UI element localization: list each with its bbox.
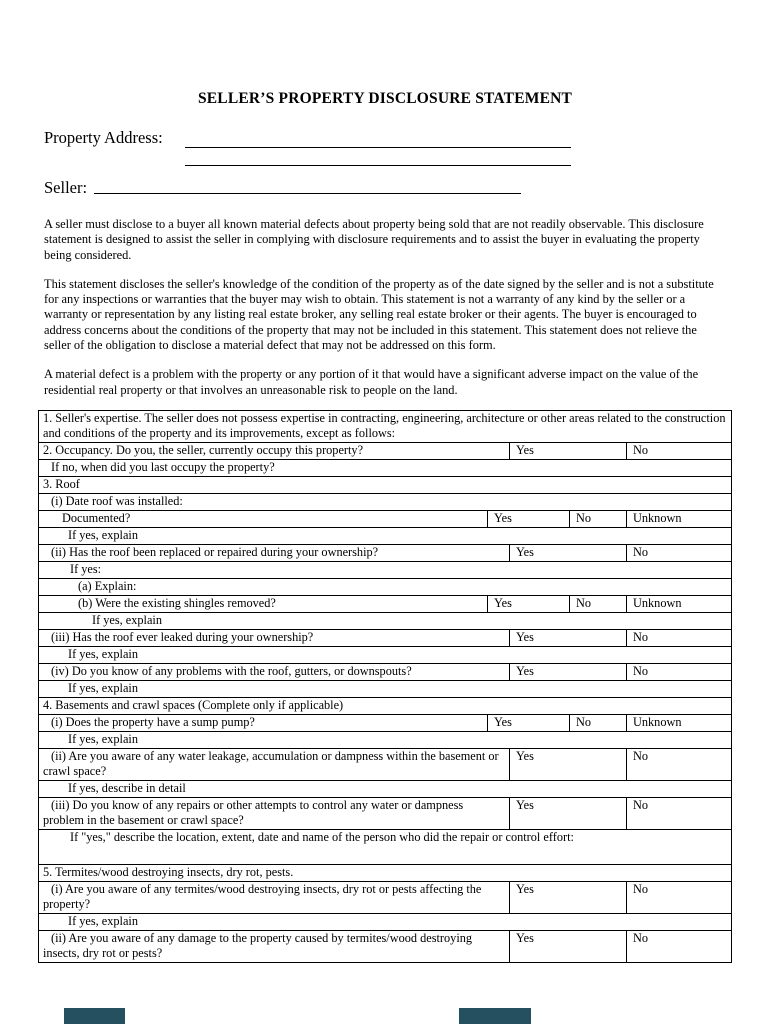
row-question-text: (iii) Has the roof ever leaked during your ownership? [51,630,314,644]
table-row [39,881,731,913]
answer-option-unknown[interactable]: Unknown [626,511,731,527]
intro-paragraph-2: This statement discloses the seller's knowledge of the condition of the property as of the date signed by the seller and is not a substitute for any inspections or warranties that the buyer may wish to obtain. This statement is not a warranty of any kind by the seller or a warranty or representation by any listing real estate broker, any selling real estate broker or their agents. The buyer is encouraged to address concerns about the conditions of the property that may not be included in this statement. This statement does not relieve the seller of the obligation to disclose a material defect that may not be addressed on this form. [44,276,714,353]
answer-option-no[interactable]: No [626,545,731,561]
answer-option-unknown[interactable]: Unknown [626,715,731,731]
answer-option-no[interactable]: No [569,715,626,731]
answer-option-yes[interactable]: Yes [509,545,626,561]
table-row [39,561,731,578]
table-row [39,544,731,561]
answer-option-yes[interactable]: Yes [509,664,626,680]
property-address-input-line-2[interactable] [185,149,571,166]
property-address-label: Property Address: [44,128,163,147]
next-page-fragment-center [459,1008,531,1024]
answer-option-no[interactable]: No [569,511,626,527]
table-row [39,714,731,731]
row-question-text: If yes, explain [68,914,138,928]
row-question-text: 1. Seller's expertise. The seller does not possess expertise in contracting, engineering, architecture or other areas related to the construction and conditions of the property and its improvements, except as follows: [43,411,726,440]
row-question-text: (ii) Are you aware of any water leakage, accumulation or dampness within the basement or crawl space? [43,749,499,778]
row-question-text: If yes, describe in detail [68,781,186,795]
intro-paragraphs [44,217,720,412]
row-question-text: (ii) Has the roof been replaced or repaired during your ownership? [51,545,379,559]
answer-option-no[interactable]: No [569,596,626,612]
seller-label: Seller: [44,178,88,197]
table-row [39,459,731,476]
table-row [39,864,731,881]
answer-option-no[interactable]: No [626,443,731,459]
table-row [39,913,731,930]
table-row [39,578,731,595]
row-question-text: If yes, explain [68,732,138,746]
row-question-text: (iv) Do you know of any problems with the roof, gutters, or downspouts? [51,664,412,678]
row-question-text: (i) Date roof was installed: [51,494,183,508]
answer-option-yes[interactable]: Yes [509,630,626,646]
row-question-text: If yes: [70,562,102,576]
row-question-text: If yes, explain [92,613,162,627]
answer-option-no[interactable]: No [626,630,731,646]
table-row [39,612,731,629]
table-row [39,731,731,748]
row-question-text: (b) Were the existing shingles removed? [78,596,276,610]
next-page-fragment-left [64,1008,125,1024]
table-row [39,629,731,646]
intro-paragraph-3: A material defect is a problem with the property or any portion of it that would have a significant adverse impact on the value of the residential real property or that involves an unreasonable risk to people on the land. [44,367,699,397]
answer-option-no[interactable]: No [626,882,731,913]
property-address-input-line-1[interactable] [185,131,571,148]
disclosure-table [38,410,732,963]
seller-input-line[interactable] [94,177,521,194]
table-row [39,797,731,829]
table-row [39,697,731,714]
answer-option-no[interactable]: No [626,931,731,962]
intro-paragraph-1: A seller must disclose to a buyer all known material defects about property being sold that are not readily observable. This disclosure statement is designed to assist the seller in complying with disclosure requirements and to assist the buyer in evaluating the property being considered. [44,217,704,262]
answer-option-yes[interactable]: Yes [509,749,626,780]
table-row [39,663,731,680]
table-row [39,442,731,459]
table-row [39,476,731,493]
answer-option-unknown[interactable]: Unknown [626,596,731,612]
answer-option-no[interactable]: No [626,798,731,829]
table-row [39,748,731,780]
table-row [39,595,731,612]
table-row [39,527,731,544]
row-question-text: If yes, explain [68,528,138,542]
row-question-text: 5. Termites/wood destroying insects, dry rot, pests. [43,865,294,879]
table-row [39,780,731,797]
answer-option-no[interactable]: No [626,749,731,780]
answer-option-yes[interactable]: Yes [509,443,626,459]
row-question-text: (a) Explain: [78,579,137,593]
table-row [39,930,731,962]
row-question-text: If yes, explain [68,681,138,695]
row-question-text: If "yes," describe the location, extent, date and name of the person who did the repair or control effort: [70,830,574,844]
row-question-text: 2. Occupancy. Do you, the seller, currently occupy this property? [43,443,364,457]
answer-option-yes[interactable]: Yes [487,715,569,731]
row-question-text: Documented? [62,511,131,525]
row-question-text: (i) Are you aware of any termites/wood destroying insects, dry rot or pests affecting the property? [43,882,482,911]
row-question-text: If no, when did you last occupy the property? [51,460,275,474]
row-question-text: (i) Does the property have a sump pump? [51,715,255,729]
answer-option-yes[interactable]: Yes [487,596,569,612]
table-row [39,510,731,527]
answer-option-yes[interactable]: Yes [509,798,626,829]
row-question-text: 3. Roof [43,477,80,491]
answer-option-no[interactable]: No [626,664,731,680]
table-row [39,646,731,663]
row-question-text: If yes, explain [68,647,138,661]
row-question-text: (ii) Are you aware of any damage to the property caused by termites/wood destroying insects, dry rot or pests? [43,931,473,960]
answer-option-yes[interactable]: Yes [509,931,626,962]
answer-option-yes[interactable]: Yes [487,511,569,527]
document-title: SELLER’S PROPERTY DISCLOSURE STATEMENT [197,90,573,107]
table-row [39,493,731,510]
row-question-text: (iii) Do you know of any repairs or other attempts to control any water or dampness problem in the basement or crawl space? [43,798,464,827]
answer-option-yes[interactable]: Yes [509,882,626,913]
table-row [39,411,731,442]
table-row [39,829,731,864]
table-row [39,680,731,697]
row-question-text: 4. Basements and crawl spaces (Complete only if applicable) [43,698,344,712]
